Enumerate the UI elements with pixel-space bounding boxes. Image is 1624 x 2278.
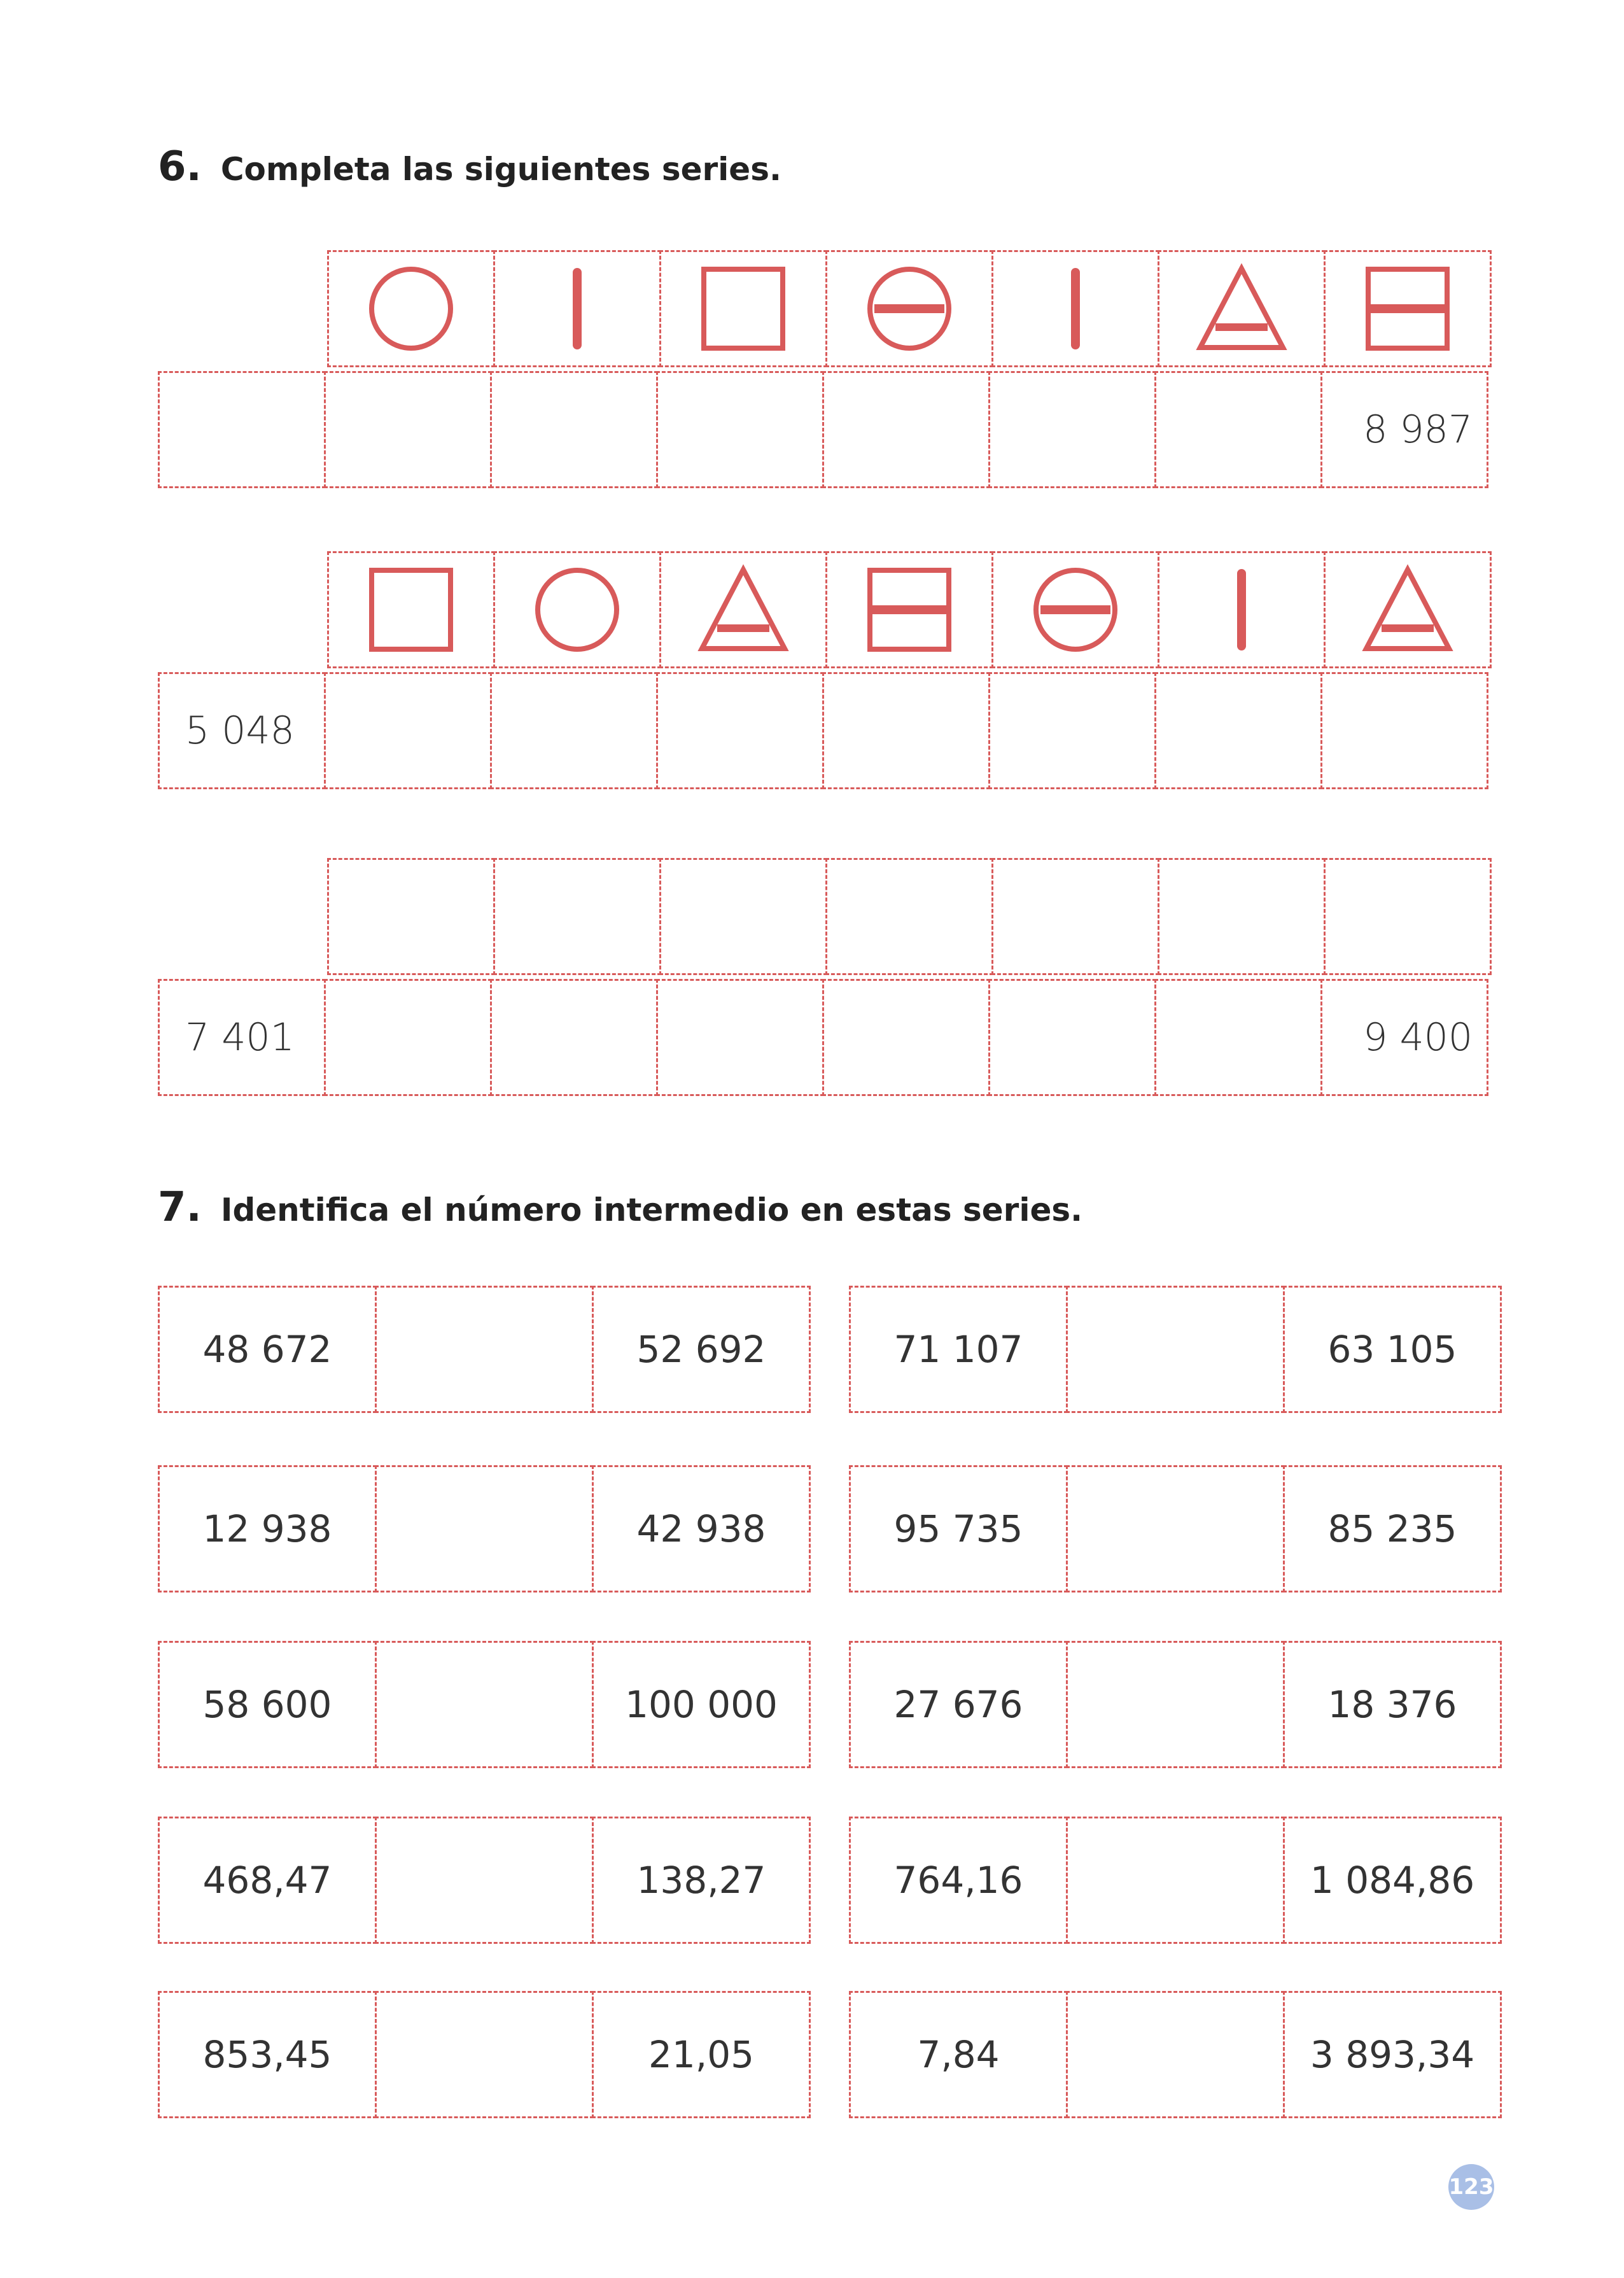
answer-cell[interactable] [1066,1991,1285,2118]
series-left [158,1641,809,1768]
series-right [849,1641,1500,1768]
series-value: 3 893,34 [1283,1991,1502,2118]
shape-cell[interactable] [1324,858,1492,975]
square-icon [363,562,459,657]
series-value: 1 084,86 [1283,1817,1502,1944]
number-cell[interactable] [656,979,824,1096]
series-value: 12 938 [158,1465,377,1592]
series-value: 18 376 [1283,1641,1502,1768]
number-cell[interactable] [988,672,1156,789]
shape-cell [825,551,993,668]
series-left [158,1465,809,1592]
series-value: 7,84 [849,1991,1068,2118]
shape-cell [327,250,495,367]
shape-cell [493,250,661,367]
shape-cell [991,551,1159,668]
series-value: 71 107 [849,1286,1068,1413]
shape-cell[interactable] [327,858,495,975]
number-cell[interactable] [656,672,824,789]
shape-cell [327,551,495,668]
number-cell[interactable] [656,371,824,488]
shape-cell[interactable] [493,858,661,975]
number-row [158,672,1487,789]
answer-cell[interactable] [375,1286,594,1413]
series-right [849,1817,1500,1944]
answer-cell[interactable] [1066,1465,1285,1592]
shape-cell [493,551,661,668]
series-value: 100 000 [592,1641,811,1768]
number-cell[interactable] [988,979,1156,1096]
number-cell[interactable] [1154,979,1322,1096]
number-cell[interactable]: 8 987 [1320,371,1488,488]
number-cell[interactable] [1154,672,1322,789]
number-cell[interactable]: 7 401 [158,979,326,1096]
series-3 [158,858,1506,1100]
shape-cell [825,250,993,367]
series-value: 764,16 [849,1817,1068,1944]
square-bar-icon [1360,261,1455,356]
series-value: 63 105 [1283,1286,1502,1413]
shape-cell [659,250,827,367]
shape-row [327,858,1490,975]
series-2 [158,551,1506,793]
answer-cell[interactable] [1066,1641,1285,1768]
shape-row [327,551,1490,668]
series-value: 42 938 [592,1465,811,1592]
shape-cell[interactable] [825,858,993,975]
number-cell[interactable] [324,979,492,1096]
number-row [158,979,1487,1096]
circle-bar-icon [862,261,957,356]
exercise-instruction: Completa las siguientes series. [220,151,781,188]
series-value: 468,47 [158,1817,377,1944]
number-cell[interactable] [490,672,658,789]
answer-cell[interactable] [375,1991,594,2118]
number-cell[interactable] [158,371,326,488]
number-cell[interactable] [822,672,990,789]
circle-icon [363,261,459,356]
series-left [158,1817,809,1944]
shape-cell[interactable] [659,858,827,975]
number-cell[interactable]: 5 048 [158,672,326,789]
triangle-bar-icon [696,562,791,657]
number-cell[interactable] [1154,371,1322,488]
number-cell[interactable] [490,979,658,1096]
series-value: 85 235 [1283,1465,1502,1592]
bar-icon [1028,261,1123,356]
number-cell[interactable] [988,371,1156,488]
shape-cell [659,551,827,668]
circle-icon [529,562,625,657]
exercise-instruction: Identifica el número intermedio en estas series. [220,1192,1083,1228]
series-1 [158,250,1506,492]
series-right [849,1465,1500,1592]
number-cell[interactable] [822,371,990,488]
answer-cell[interactable] [1066,1286,1285,1413]
series-right [849,1286,1500,1413]
series-left [158,1991,809,2118]
series-value: 52 692 [592,1286,811,1413]
number-cell[interactable] [822,979,990,1096]
number-row [158,371,1487,488]
shape-cell [1324,250,1492,367]
bar-icon [529,261,625,356]
answer-cell[interactable] [1066,1817,1285,1944]
shape-cell [1324,551,1492,668]
square-bar-icon [862,562,957,657]
number-cell[interactable] [324,371,492,488]
circle-bar-icon [1028,562,1123,657]
answer-cell[interactable] [375,1465,594,1592]
series-right [849,1991,1500,2118]
number-cell[interactable] [490,371,658,488]
series-value: 853,45 [158,1991,377,2118]
series-value: 21,05 [592,1991,811,2118]
number-cell[interactable] [1320,672,1488,789]
triangle-bar-icon [1194,261,1289,356]
series-value: 58 600 [158,1641,377,1768]
shape-cell[interactable] [991,858,1159,975]
exercise-7-heading [158,1184,1082,1231]
series-value: 48 672 [158,1286,377,1413]
answer-cell[interactable] [375,1817,594,1944]
number-cell[interactable] [324,672,492,789]
shape-cell [1158,551,1326,668]
triangle-bar-icon [1360,562,1455,657]
shape-cell [1158,250,1326,367]
square-icon [696,261,791,356]
shape-row [327,250,1490,367]
shape-cell [991,250,1159,367]
bar-icon [1194,562,1289,657]
page-number-badge: 123 [1448,2164,1494,2210]
shape-cell[interactable] [1158,858,1326,975]
exercise-6-heading [158,143,781,190]
series-value: 138,27 [592,1817,811,1944]
series-left [158,1286,809,1413]
number-cell[interactable]: 9 400 [1320,979,1488,1096]
answer-cell[interactable] [375,1641,594,1768]
series-value: 27 676 [849,1641,1068,1768]
exercise-number: 6. [158,143,202,190]
exercise-number: 7. [158,1184,202,1231]
series-value: 95 735 [849,1465,1068,1592]
